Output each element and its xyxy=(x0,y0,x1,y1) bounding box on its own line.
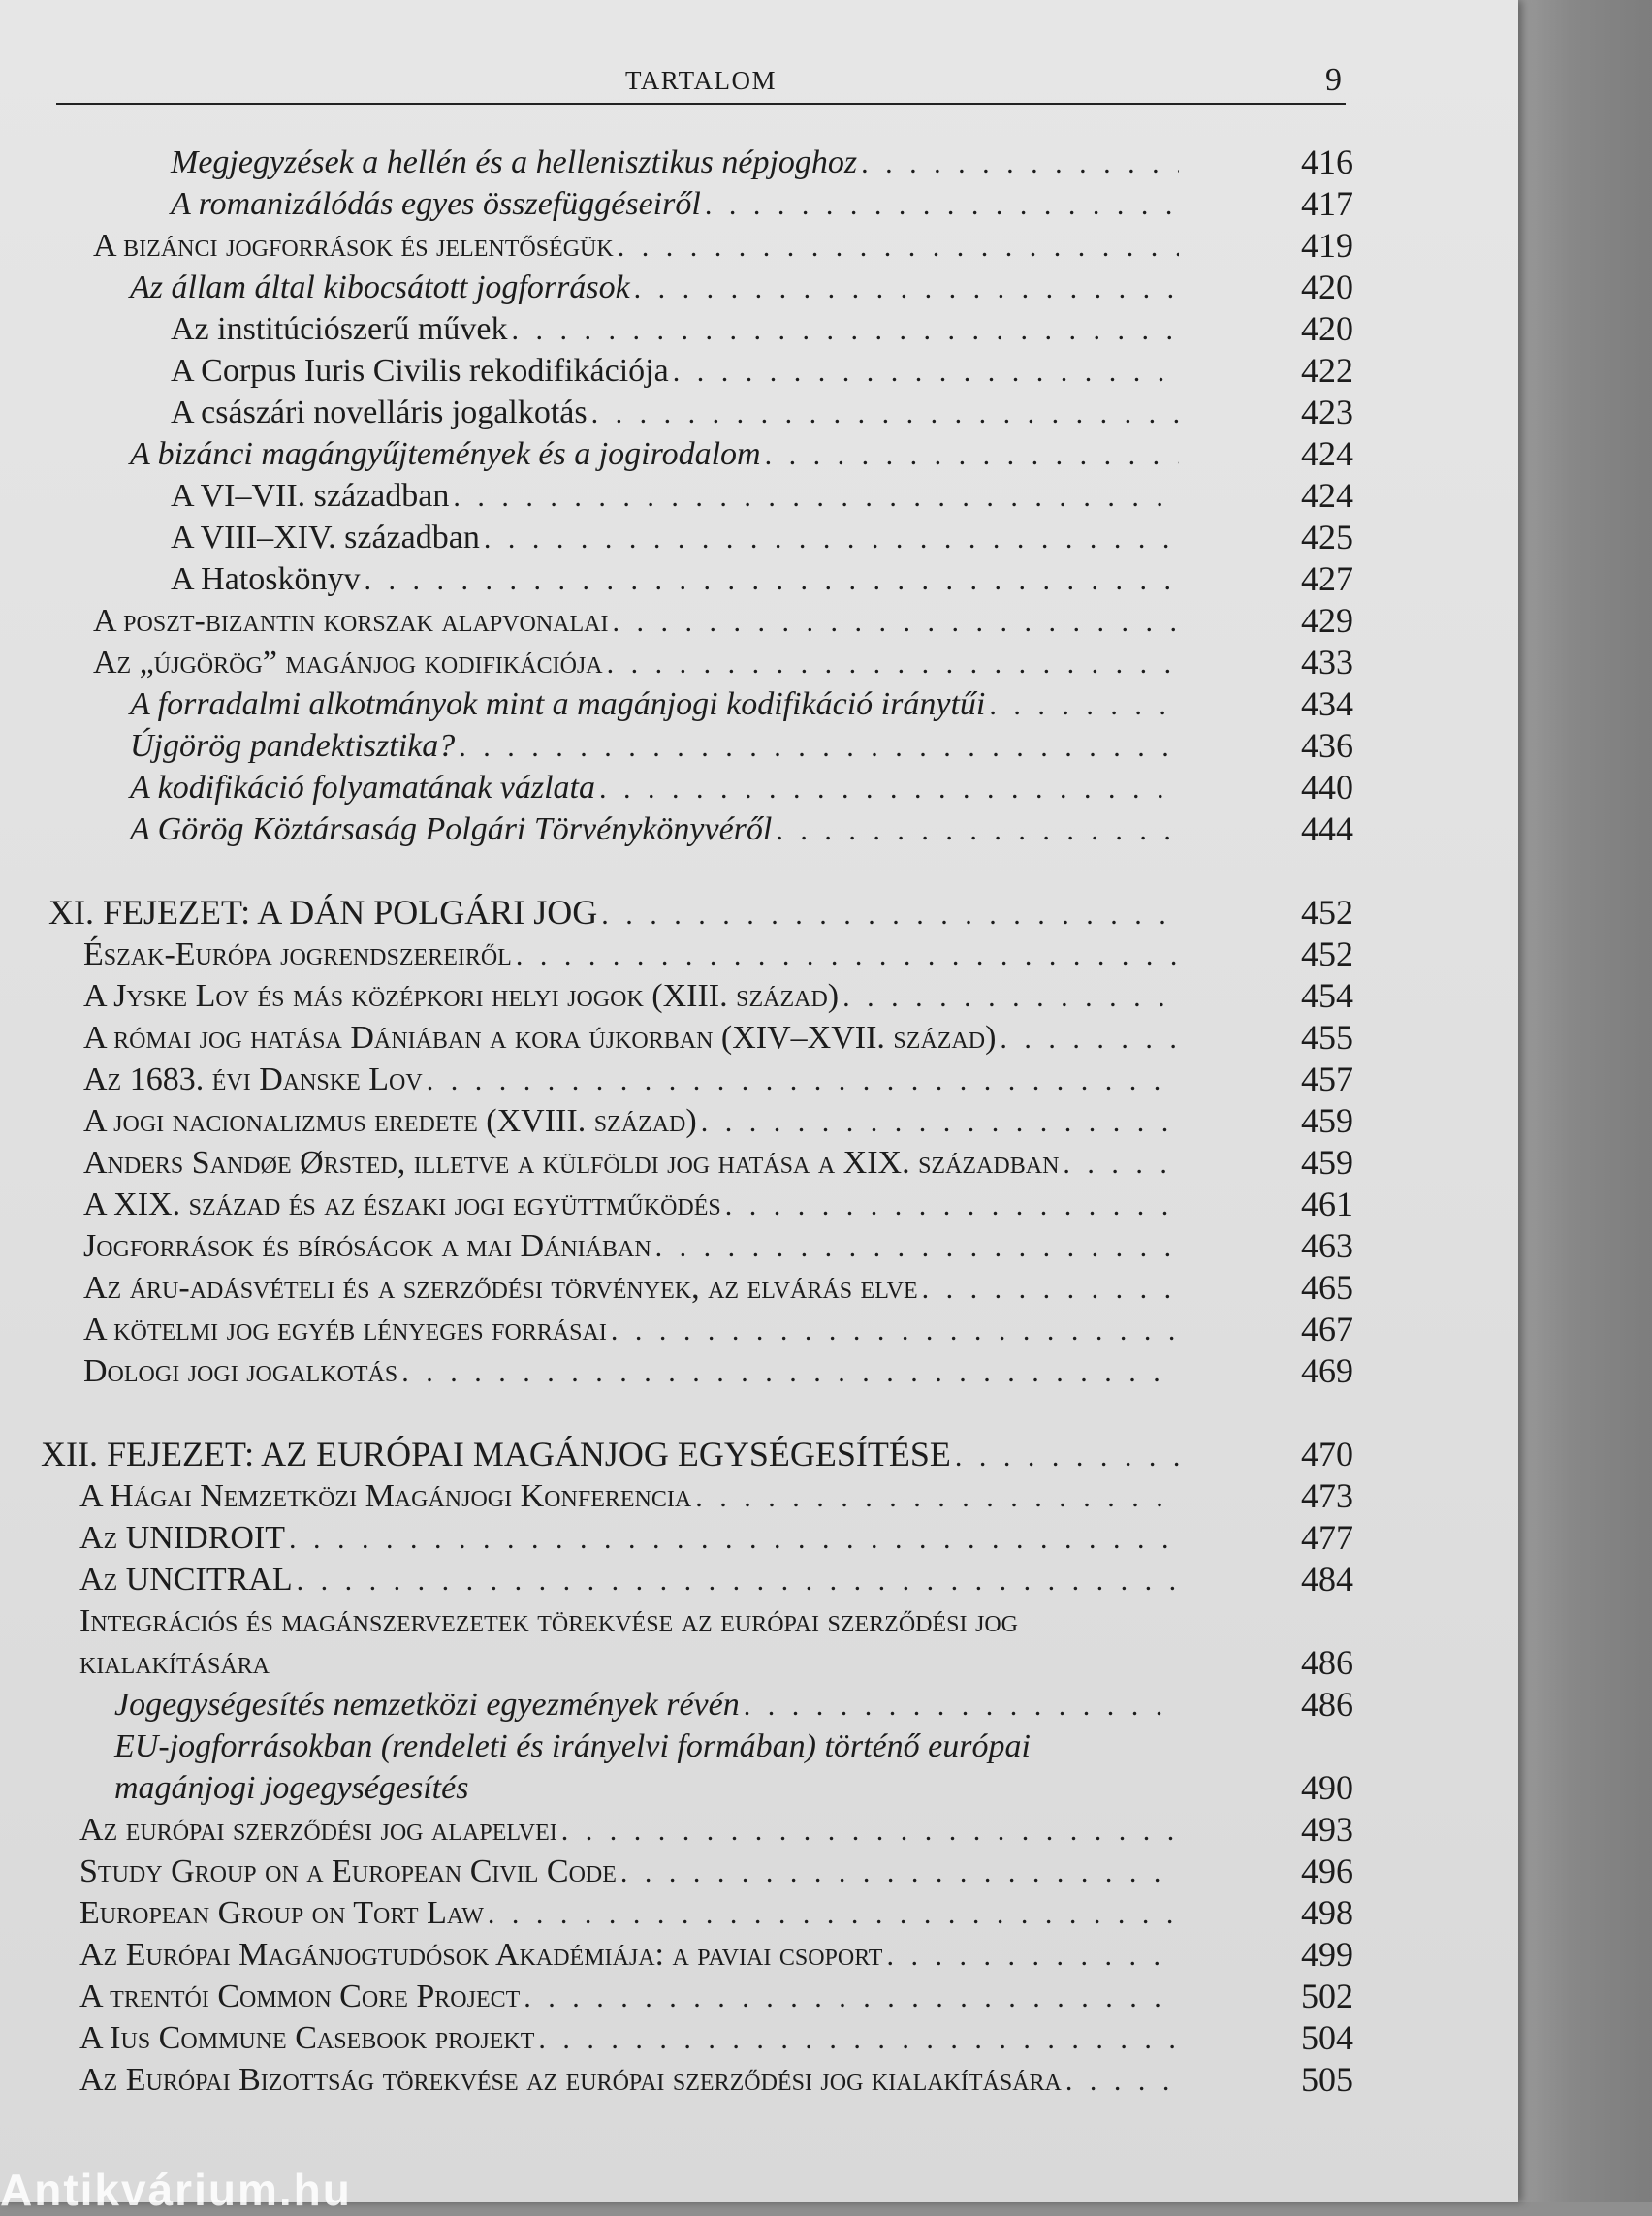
dot-leader xyxy=(989,684,1179,726)
toc-entry-title: A VI–VII. században xyxy=(171,478,450,514)
toc-entry-title: Az institúciószerű művek xyxy=(171,311,508,347)
toc-entry[interactable] xyxy=(0,2059,1353,2101)
toc-entry-title: A Ius Commune Casebook projekt xyxy=(79,2020,535,2056)
dot-leader xyxy=(427,1060,1179,1101)
dot-leader xyxy=(516,934,1179,976)
dot-leader xyxy=(886,1935,1179,1977)
dot-leader xyxy=(484,518,1179,559)
toc-entry[interactable] xyxy=(0,1309,1353,1350)
dot-leader xyxy=(611,1310,1179,1351)
dot-leader xyxy=(1065,2060,1179,2102)
toc-page-number: 496 xyxy=(1301,1852,1353,1890)
toc-entry[interactable] xyxy=(0,725,1353,767)
toc-entry[interactable] xyxy=(0,1851,1353,1892)
dot-leader xyxy=(618,226,1179,268)
toc-page-number: 493 xyxy=(1301,1810,1353,1849)
toc-page-number: 502 xyxy=(1301,1977,1353,2015)
toc-entry[interactable] xyxy=(0,808,1353,850)
dot-leader xyxy=(365,559,1180,601)
toc-entry-title: Az áru-adásvételi és a szerződési törvények, az elvárás elve xyxy=(83,1270,918,1306)
toc-entry[interactable] xyxy=(0,1892,1353,1934)
toc-page-number: 422 xyxy=(1301,351,1353,390)
toc-page-number: 504 xyxy=(1301,2018,1353,2057)
toc-entry[interactable] xyxy=(0,1600,1353,1684)
toc-entry-title: A római jog hatása Dániában a kora újkorban (XIV–XVII. század) xyxy=(83,1020,997,1056)
toc-page-number: 484 xyxy=(1301,1560,1353,1599)
toc-entry[interactable] xyxy=(0,1559,1353,1600)
toc-entry[interactable] xyxy=(0,600,1353,642)
toc-page-number: 423 xyxy=(1301,393,1353,431)
toc-entry-title: A kodifikáció folyamatának vázlata xyxy=(130,770,596,806)
toc-entry-title: Jogforrások és bíróságok a mai Dániában xyxy=(83,1228,651,1264)
dot-leader xyxy=(591,393,1179,434)
toc-entry[interactable] xyxy=(0,1684,1353,1725)
toc-entry[interactable] xyxy=(0,683,1353,725)
toc-page-number: 455 xyxy=(1301,1018,1353,1057)
toc-entry[interactable] xyxy=(0,392,1353,433)
toc-entry[interactable] xyxy=(0,1517,1353,1559)
toc-entry-title: Az Európai Magánjogtudósok Akadémiája: a paviai csoport xyxy=(79,1937,883,1973)
toc-entry-title: XII. FEJEZET: AZ EURÓPAI MAGÁNJOG EGYSÉGESÍTÉSE xyxy=(41,1435,951,1473)
toc-entry-title: A bizánci jogforrások és jelentőségük xyxy=(93,228,614,264)
toc-entry[interactable] xyxy=(0,475,1353,517)
toc-entry[interactable] xyxy=(0,350,1353,392)
toc-entry[interactable] xyxy=(0,642,1353,683)
toc-page-number: 416 xyxy=(1301,142,1353,181)
toc-page-number: 498 xyxy=(1301,1893,1353,1932)
toc-entry-title: A Hágai Nemzetközi Magánjogi Konferencia xyxy=(79,1478,692,1514)
dot-leader xyxy=(620,1852,1179,1893)
toc-page-number: 424 xyxy=(1301,476,1353,515)
toc-entry-title: A bizánci magángyűjtemények és a jogirodalom xyxy=(130,436,761,472)
running-header xyxy=(56,64,1346,105)
toc-page-number: 417 xyxy=(1301,184,1353,223)
dot-leader xyxy=(607,643,1179,684)
dot-leader xyxy=(612,601,1179,643)
toc-page-number: 424 xyxy=(1301,434,1353,473)
toc-chapter-entry[interactable] xyxy=(0,1434,1353,1475)
toc-page-number: 470 xyxy=(1301,1435,1353,1473)
toc-page-number: 457 xyxy=(1301,1060,1353,1098)
dot-leader xyxy=(1000,1018,1179,1060)
toc-entry-title: Megjegyzések a hellén és a hellenisztikus népjoghoz xyxy=(171,144,858,180)
toc-entry-title: A XIX. század és az északi jogi együttműködés xyxy=(83,1187,721,1222)
toc-entry-title: A poszt-bizantin korszak alapvonalai xyxy=(93,603,609,639)
toc-entry-title: A forradalmi alkotmányok mint a magánjogi kodifikáció iránytűi xyxy=(130,686,986,722)
toc-entry[interactable] xyxy=(0,517,1353,558)
toc-page-number: 461 xyxy=(1301,1185,1353,1223)
dot-leader xyxy=(634,268,1179,309)
toc-entry[interactable] xyxy=(0,1976,1353,2017)
dot-leader xyxy=(297,1560,1179,1601)
toc-page-number: 427 xyxy=(1301,559,1353,598)
toc-entry[interactable] xyxy=(0,1225,1353,1267)
toc-page-number: 463 xyxy=(1301,1226,1353,1265)
toc-page-number: 490 xyxy=(1301,1768,1353,1807)
toc-entry[interactable] xyxy=(0,1059,1353,1100)
toc-page-number: 465 xyxy=(1301,1268,1353,1307)
dot-leader xyxy=(401,1351,1179,1393)
toc-entry-title: Az Európai Bizottság törekvése az európai szerződési jog kialakítására xyxy=(79,2062,1062,2098)
toc-page-number: 440 xyxy=(1301,768,1353,807)
background-surface xyxy=(1516,0,1652,2202)
toc-page-number: 469 xyxy=(1301,1351,1353,1390)
dot-leader xyxy=(601,894,1179,935)
dot-leader xyxy=(538,2018,1179,2060)
toc-entry[interactable] xyxy=(0,767,1353,808)
section-gap xyxy=(0,1392,1518,1434)
toc-entry[interactable] xyxy=(0,433,1353,475)
toc-entry[interactable] xyxy=(0,183,1353,225)
toc-entry-title: Az európai szerződési jog alapelvei xyxy=(79,1812,557,1848)
dot-leader xyxy=(459,726,1179,768)
dot-leader xyxy=(701,1101,1179,1143)
toc-entry[interactable] xyxy=(0,308,1353,350)
toc-entry[interactable] xyxy=(0,975,1353,1017)
toc-entry-title: A császári novelláris jogalkotás xyxy=(171,395,588,430)
toc-page-number: 419 xyxy=(1301,226,1353,265)
toc-entry-title: A romanizálódás egyes összefüggéseiről xyxy=(171,186,701,222)
page-number: 9 xyxy=(1325,62,1342,98)
dot-leader xyxy=(599,768,1179,809)
toc-entry-title: EU-jogforrásokban (rendeleti és irányelvi formában) történő európai magánjogi jogegységesítés xyxy=(114,1728,1031,1806)
dot-leader xyxy=(1063,1143,1179,1185)
toc-entry-title: Dologi jogi jogalkotás xyxy=(83,1353,398,1389)
toc-entry[interactable] xyxy=(0,1184,1353,1225)
toc-entry-title: XI. FEJEZET: A DÁN POLGÁRI JOG xyxy=(48,893,598,932)
dot-leader xyxy=(744,1685,1179,1726)
toc-entry-title: Az „újgörög” magánjog kodifikációja xyxy=(93,645,603,681)
dot-leader xyxy=(561,1810,1179,1852)
toc-chapter-entry[interactable] xyxy=(0,892,1353,934)
toc-entry[interactable] xyxy=(0,1809,1353,1851)
toc-entry[interactable] xyxy=(0,267,1353,308)
toc-entry[interactable] xyxy=(0,142,1353,183)
toc-entry-title: Észak-Európa jogrendszereiről xyxy=(83,936,512,972)
toc-entry[interactable] xyxy=(0,1350,1353,1392)
toc-entry[interactable] xyxy=(0,1142,1353,1184)
dot-leader xyxy=(842,976,1179,1018)
toc-page-number: 459 xyxy=(1301,1101,1353,1140)
toc-entry-title: A Görög Köztársaság Polgári Törvénykönyvéről xyxy=(130,811,773,847)
dot-leader xyxy=(725,1185,1179,1226)
toc-entry-title: Újgörög pandektisztika? xyxy=(130,728,456,764)
toc-page-number: 467 xyxy=(1301,1310,1353,1348)
dot-leader xyxy=(695,1476,1179,1518)
dot-leader xyxy=(922,1268,1179,1310)
toc-entry[interactable] xyxy=(0,2017,1353,2059)
toc-entry-title: Az 1683. évi Danske Lov xyxy=(83,1061,423,1097)
toc-entry-title: A Hatoskönyv xyxy=(171,561,361,597)
dot-leader xyxy=(524,1977,1179,2018)
toc-entry-title: A kötelmi jog egyéb lényeges forrásai xyxy=(83,1312,607,1347)
dot-leader xyxy=(673,351,1179,393)
dot-leader xyxy=(655,1226,1179,1268)
toc-page-number: 429 xyxy=(1301,601,1353,640)
toc-page-number: 459 xyxy=(1301,1143,1353,1182)
toc-entry-title: Jogegységesítés nemzetközi egyezmények révén xyxy=(114,1687,740,1723)
toc-entry[interactable] xyxy=(0,934,1353,975)
dot-leader xyxy=(511,309,1179,351)
dot-leader xyxy=(765,434,1179,476)
toc-page-number: 454 xyxy=(1301,976,1353,1015)
toc-page-number: 477 xyxy=(1301,1518,1353,1557)
toc-entry-title: A VIII–XIV. században xyxy=(171,520,480,555)
toc-entry[interactable] xyxy=(0,1100,1353,1142)
dot-leader xyxy=(955,1436,1179,1477)
toc-entry[interactable] xyxy=(0,1267,1353,1309)
toc-entry[interactable] xyxy=(0,1934,1353,1976)
toc-entry-title: Integrációs és magánszervezetek törekvése az európai szerződési jog kialakítására xyxy=(79,1603,1019,1681)
toc-entry-title: Anders Sandøe Ørsted, illetve a külföldi jog hatása a XIX. században xyxy=(83,1145,1060,1181)
toc-entry[interactable] xyxy=(0,1017,1353,1059)
toc-entry-title: Az állam által kibocsátott jogforrások xyxy=(130,269,630,305)
table-of-contents xyxy=(0,142,1518,2101)
toc-page-number: 420 xyxy=(1301,309,1353,348)
toc-page-number: 436 xyxy=(1301,726,1353,765)
toc-page-number: 444 xyxy=(1301,809,1353,848)
dot-leader xyxy=(488,1893,1179,1935)
toc-page-number: 452 xyxy=(1301,893,1353,932)
toc-page-number: 420 xyxy=(1301,268,1353,306)
toc-entry-title: A Corpus Iuris Civilis rekodifikációja xyxy=(171,353,669,389)
toc-page-number: 473 xyxy=(1301,1476,1353,1515)
section-gap xyxy=(0,850,1518,892)
toc-entry[interactable] xyxy=(0,225,1353,267)
toc-page-number: 434 xyxy=(1301,684,1353,723)
toc-page-number: 486 xyxy=(1301,1685,1353,1724)
dot-leader xyxy=(776,809,1179,851)
toc-entry-title: A Jyske Lov és más középkori helyi jogok (XIII. század) xyxy=(83,978,840,1014)
toc-entry[interactable] xyxy=(0,558,1353,600)
dot-leader xyxy=(453,476,1179,518)
toc-page-number: 486 xyxy=(1301,1643,1353,1682)
toc-page-number: 505 xyxy=(1301,2060,1353,2099)
toc-entry-title: Az UNCITRAL xyxy=(79,1562,293,1598)
toc-entry-title: A jogi nacionalizmus eredete (XVIII. század) xyxy=(83,1103,697,1139)
watermark-text: Antikvárium.hu xyxy=(0,2165,352,2215)
toc-entry[interactable] xyxy=(0,1725,1353,1809)
toc-page-number: 425 xyxy=(1301,518,1353,556)
dot-leader xyxy=(289,1518,1179,1560)
dot-leader xyxy=(861,142,1179,184)
toc-entry-title: A trentói Common Core Project xyxy=(79,1979,521,2014)
dot-leader xyxy=(705,184,1179,226)
running-title: TARTALOM xyxy=(624,66,778,95)
toc-page-number: 499 xyxy=(1301,1935,1353,1974)
toc-entry[interactable] xyxy=(0,1475,1353,1517)
toc-page-number: 433 xyxy=(1301,643,1353,681)
toc-entry-title: Study Group on a European Civil Code xyxy=(79,1853,617,1889)
toc-entry-title: European Group on Tort Law xyxy=(79,1895,484,1931)
toc-entry-title: Az UNIDROIT xyxy=(79,1520,286,1556)
toc-page-number: 452 xyxy=(1301,934,1353,973)
